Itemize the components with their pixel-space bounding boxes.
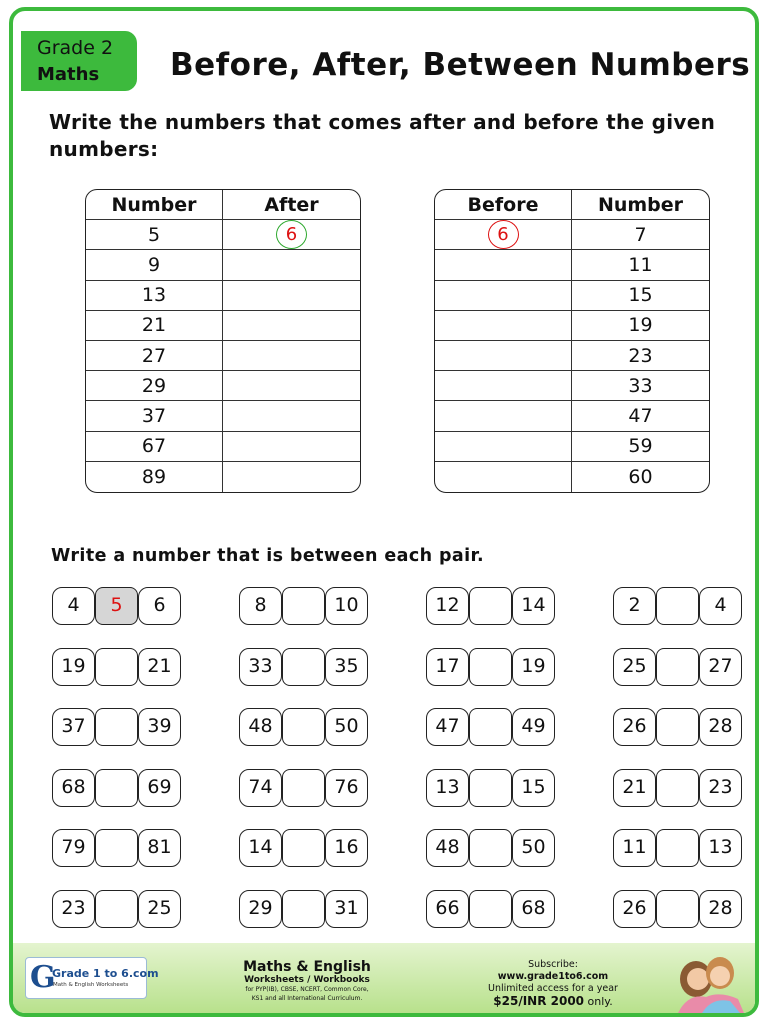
- pair-right-number: 4: [699, 587, 742, 625]
- between-pair: [613, 648, 759, 686]
- pair-answer-box[interactable]: [469, 708, 512, 746]
- between-pair: [613, 587, 759, 625]
- pair-left-number: 14: [239, 829, 282, 867]
- after-table-row: [86, 250, 360, 280]
- between-pair: [426, 890, 613, 928]
- pair-answer-box[interactable]: [469, 890, 512, 928]
- pair-right-number: 69: [138, 769, 181, 807]
- grade-label: Grade 2: [37, 37, 114, 59]
- logo-mark: G: [30, 960, 56, 995]
- after-table-number: 13: [86, 281, 223, 311]
- after-table-answer-cell[interactable]: [223, 311, 360, 341]
- before-table-answer-cell[interactable]: [435, 462, 572, 492]
- logo-subtitle: Math & English Worksheets: [53, 982, 129, 988]
- after-table-answer-cell[interactable]: [223, 401, 360, 431]
- site-logo[interactable]: [25, 957, 159, 999]
- before-table-number: 33: [572, 371, 709, 401]
- before-answer-example: 6: [488, 220, 519, 249]
- pair-right-number: 76: [325, 769, 368, 807]
- before-table-number: 59: [572, 432, 709, 462]
- page-title: Before, After, Between Numbers: [170, 47, 751, 83]
- children-photo: [668, 949, 748, 1013]
- pair-answer-box[interactable]: [656, 708, 699, 746]
- after-table-number: 37: [86, 401, 223, 431]
- after-table-answer-cell[interactable]: [223, 220, 360, 250]
- after-table: [85, 189, 361, 493]
- between-pair: [613, 829, 759, 867]
- pair-answer-box[interactable]: [282, 708, 325, 746]
- pair-answer-box[interactable]: [656, 890, 699, 928]
- after-table-number: 9: [86, 250, 223, 280]
- worksheet-frame: [9, 7, 759, 1017]
- after-answer-example: 6: [276, 220, 307, 249]
- access-text: Unlimited access for a year: [488, 983, 618, 994]
- price-text: [453, 995, 653, 1008]
- footer-banner: [13, 943, 755, 1013]
- pair-left-number: 23: [52, 890, 95, 928]
- after-table-answer-cell[interactable]: [223, 250, 360, 280]
- between-pair: [426, 829, 613, 867]
- pair-left-number: 4: [52, 587, 95, 625]
- pair-answer-box[interactable]: [469, 769, 512, 807]
- after-table-answer-cell[interactable]: [223, 462, 360, 492]
- pair-right-number: 49: [512, 708, 555, 746]
- pair-left-number: 12: [426, 587, 469, 625]
- before-table-answer-cell[interactable]: [435, 432, 572, 462]
- pair-left-number: 66: [426, 890, 469, 928]
- pair-right-number: 19: [512, 648, 555, 686]
- before-table-number: 47: [572, 401, 709, 431]
- between-pair: [613, 890, 759, 928]
- after-table-answer-cell[interactable]: [223, 341, 360, 371]
- after-table-number: 27: [86, 341, 223, 371]
- between-pair: [426, 708, 613, 746]
- pair-right-number: 21: [138, 648, 181, 686]
- pair-answer-box[interactable]: [469, 587, 512, 625]
- footer-subheading: Worksheets / Workbooks: [244, 975, 370, 985]
- between-pair: [52, 587, 239, 625]
- pair-left-number: 29: [239, 890, 282, 928]
- between-pair: [426, 587, 613, 625]
- after-table-number: 29: [86, 371, 223, 401]
- pair-left-number: 47: [426, 708, 469, 746]
- after-table-row: [86, 432, 360, 462]
- pair-right-number: 50: [512, 829, 555, 867]
- subject-label: Maths: [37, 64, 100, 85]
- before-table-number: 19: [572, 311, 709, 341]
- subscribe-label: Subscribe:: [528, 959, 578, 970]
- after-table-number: 21: [86, 311, 223, 341]
- footer-subscribe: [453, 959, 653, 1008]
- footer-heading: Maths & English: [243, 959, 371, 975]
- pair-left-number: 79: [52, 829, 95, 867]
- pair-left-number: 19: [52, 648, 95, 686]
- after-table-header-after: After: [223, 190, 360, 220]
- pair-right-number: 68: [512, 890, 555, 928]
- between-pairs-grid: [52, 587, 752, 951]
- after-table-row: [86, 311, 360, 341]
- before-table-number: 11: [572, 250, 709, 280]
- before-table-answer-cell[interactable]: [435, 220, 572, 250]
- before-table-row: [435, 341, 709, 371]
- pair-right-number: 10: [325, 587, 368, 625]
- pair-left-number: 21: [613, 769, 656, 807]
- before-table-row: [435, 311, 709, 341]
- before-table-number: 7: [572, 220, 709, 250]
- pair-answer-box[interactable]: [282, 587, 325, 625]
- before-table-number: 15: [572, 281, 709, 311]
- pair-left-number: 8: [239, 587, 282, 625]
- pair-answer-box[interactable]: [656, 829, 699, 867]
- between-pair: [239, 587, 426, 625]
- after-table-row: [86, 401, 360, 431]
- after-table-row: [86, 281, 360, 311]
- between-pair: [52, 890, 239, 928]
- before-table-row: [435, 401, 709, 431]
- between-pair: [426, 648, 613, 686]
- before-table-number: 23: [572, 341, 709, 371]
- between-pair: [239, 769, 426, 807]
- pair-answer-box[interactable]: [282, 890, 325, 928]
- between-pair: [52, 648, 239, 686]
- before-table-header-number: Number: [572, 190, 709, 220]
- after-table-answer-cell[interactable]: [223, 281, 360, 311]
- pair-left-number: 26: [613, 708, 656, 746]
- after-table-number: 89: [86, 462, 223, 492]
- after-table-answer-cell[interactable]: [223, 371, 360, 401]
- pair-answer-box[interactable]: [282, 769, 325, 807]
- before-table-answer-cell[interactable]: [435, 371, 572, 401]
- after-table-row: [86, 462, 360, 492]
- pair-left-number: 11: [613, 829, 656, 867]
- pair-right-number: 31: [325, 890, 368, 928]
- pair-answer-box[interactable]: [282, 829, 325, 867]
- before-table-answer-cell[interactable]: [435, 311, 572, 341]
- pair-right-number: 50: [325, 708, 368, 746]
- pair-right-number: 39: [138, 708, 181, 746]
- pair-answer-box[interactable]: [282, 648, 325, 686]
- after-table-row: [86, 220, 360, 250]
- pair-right-number: 81: [138, 829, 181, 867]
- between-pair: [52, 769, 239, 807]
- pair-answer-box[interactable]: [469, 829, 512, 867]
- before-table-row: [435, 371, 709, 401]
- after-table-header-number: Number: [86, 190, 223, 220]
- pair-left-number: 13: [426, 769, 469, 807]
- pair-left-number: 68: [52, 769, 95, 807]
- between-pair: [239, 890, 426, 928]
- pair-right-number: 25: [138, 890, 181, 928]
- pair-answer-box[interactable]: [95, 829, 138, 867]
- between-pair: [613, 769, 759, 807]
- pair-right-number: 28: [699, 890, 742, 928]
- before-table-answer-cell[interactable]: [435, 281, 572, 311]
- pair-answer-box[interactable]: [95, 769, 138, 807]
- pair-left-number: 25: [613, 648, 656, 686]
- pair-left-number: 48: [426, 829, 469, 867]
- pair-left-number: 74: [239, 769, 282, 807]
- grade-badge: [21, 31, 137, 91]
- between-pair: [52, 708, 239, 746]
- between-pair: [426, 769, 613, 807]
- pair-right-number: 15: [512, 769, 555, 807]
- pair-right-number: 27: [699, 648, 742, 686]
- before-table-row: [435, 281, 709, 311]
- between-pair: [239, 648, 426, 686]
- pair-answer-box[interactable]: [656, 769, 699, 807]
- between-pair: [239, 708, 426, 746]
- pair-answer-box[interactable]: [95, 708, 138, 746]
- instruction-between: Write a number that is between each pair.: [51, 546, 485, 566]
- footer-promo: [223, 959, 391, 1003]
- after-table-number: 5: [86, 220, 223, 250]
- pair-answer-box[interactable]: [656, 587, 699, 625]
- before-table-row: [435, 220, 709, 250]
- pair-right-number: 23: [699, 769, 742, 807]
- before-table-row: [435, 432, 709, 462]
- pair-right-number: 13: [699, 829, 742, 867]
- pair-left-number: 48: [239, 708, 282, 746]
- pair-right-number: 6: [138, 587, 181, 625]
- logo-title: Grade 1 to 6.com: [52, 967, 159, 980]
- before-table-answer-cell[interactable]: [435, 250, 572, 280]
- pair-answer-box[interactable]: [95, 648, 138, 686]
- footer-curricula-2: KS1 and all International Curriculum.: [251, 995, 363, 1002]
- before-table-row: [435, 462, 709, 492]
- before-table-header-before: Before: [435, 190, 572, 220]
- pair-right-number: 35: [325, 648, 368, 686]
- after-table-row: [86, 341, 360, 371]
- before-table-number: 60: [628, 465, 653, 488]
- pair-right-number: 14: [512, 587, 555, 625]
- before-table-answer-cell[interactable]: [435, 401, 572, 431]
- pair-left-number: 26: [613, 890, 656, 928]
- before-table: [434, 189, 710, 493]
- price-suffix: only.: [584, 995, 613, 1008]
- before-table-answer-cell[interactable]: [435, 341, 572, 371]
- pair-answer-box[interactable]: [656, 648, 699, 686]
- footer-curricula-1: for PYP(IB), CBSE, NCERT, Common Core,: [245, 986, 369, 993]
- pair-right-number: 16: [325, 829, 368, 867]
- website-link[interactable]: www.grade1to6.com: [497, 971, 609, 982]
- price-value: $25/INR 2000: [493, 994, 585, 1008]
- after-table-number: 67: [86, 432, 223, 462]
- pair-left-number: 37: [52, 708, 95, 746]
- after-table-answer-cell[interactable]: [223, 432, 360, 462]
- between-pair: [239, 829, 426, 867]
- instruction-before-after: Write the numbers that comes after and before the given numbers:: [49, 110, 716, 161]
- pair-left-number: 17: [426, 648, 469, 686]
- between-pair: [52, 829, 239, 867]
- pair-left-number: 33: [239, 648, 282, 686]
- pair-answer-box[interactable]: [95, 890, 138, 928]
- pair-right-number: 28: [699, 708, 742, 746]
- pair-left-number: 2: [613, 587, 656, 625]
- pair-answer-box[interactable]: [469, 648, 512, 686]
- after-table-row: [86, 371, 360, 401]
- between-pair: [613, 708, 759, 746]
- before-table-row: [435, 250, 709, 280]
- pair-answer-box[interactable]: 5: [95, 587, 138, 625]
